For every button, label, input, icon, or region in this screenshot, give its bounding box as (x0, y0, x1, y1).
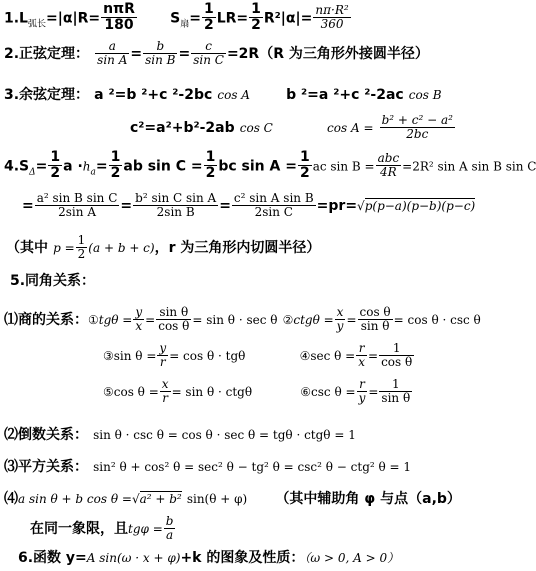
item-number: ⑤ (103, 385, 114, 400)
sqrt-symbol: √ (357, 199, 365, 214)
pr-expr: =pr= (316, 198, 358, 215)
formula-reciprocal-relation (4, 424, 356, 444)
numerator: c (191, 40, 226, 54)
denominator: r (162, 391, 169, 406)
formula-cosine-law-1 (4, 84, 442, 104)
fraction-half (76, 234, 88, 261)
denominator: cos θ (381, 355, 413, 370)
aux-left: a sin θ + b cos θ = (18, 492, 132, 506)
fraction-x-y (335, 306, 346, 333)
denominator: x (358, 355, 365, 370)
denominator: 2 (50, 165, 61, 182)
sec-label: sec θ = (310, 349, 356, 364)
denominator: y (336, 319, 344, 334)
numerator: b (165, 514, 174, 528)
sector-subscript: 扇 (180, 19, 190, 30)
quotient-label: ⑴商的关系： (4, 312, 88, 329)
tg-tail: = sin θ · sec θ (192, 313, 278, 328)
reciprocal-label: ⑵倒数关系： (4, 427, 88, 443)
denominator: 2sin A (58, 205, 96, 220)
denominator: 2 (299, 165, 310, 182)
fraction-1-cos (379, 342, 414, 369)
numerator: a (95, 40, 129, 54)
area-part: bc sin A = (218, 158, 297, 175)
formula-square-relation (4, 456, 411, 476)
note-tail: ，r 为三角形内切圆半径） (154, 240, 321, 257)
sine-law-tail: =2R（R 为三角形外接圆半径） (226, 46, 429, 63)
formula-auxiliary-angle (4, 488, 461, 508)
fraction-cosA (380, 114, 455, 141)
sector-area-label: S (170, 10, 181, 27)
cosine-law-label: 3.余弦定理： (4, 87, 90, 103)
numerator: x (161, 377, 169, 391)
denominator: 2sin B (156, 205, 195, 220)
item-number: ③ (103, 349, 114, 364)
denominator: sin C (193, 53, 224, 68)
section-same-angle: 5.同角关系： (10, 273, 96, 289)
fraction-y-r (157, 342, 168, 369)
sin-label: sin θ = (113, 349, 157, 364)
item-number: ① (88, 313, 99, 328)
denominator: sin θ (360, 319, 390, 334)
formula-sine-law: 2.正弦定理： $\frac{a}{\text{sin A}}$ = $\frac{b}{\text{sin B}}$ = $\frac{c}{\text{sin C}}$ =2R（R 为三角形外接圆半径） (4, 39, 429, 68)
numerator: r (356, 342, 367, 356)
aux-note: （其中辅助角 φ 与点（a,b） (275, 491, 461, 507)
area-part: a · (63, 158, 83, 175)
reciprocal-formula: sin θ · csc θ = cos θ · sec θ = tgθ · ctgθ = 1 (93, 428, 356, 442)
function-tail: +k 的图象及性质： (180, 550, 305, 566)
fraction-sin-cos (156, 306, 191, 333)
arc-length-label: 1.L (4, 10, 28, 27)
item-number: ⑥ (300, 385, 312, 400)
tg-label: tgθ = (98, 313, 133, 328)
cosB: cos B (408, 88, 442, 102)
item-label: ⑷ (4, 491, 18, 507)
sine-law-label: 2.正弦定理： (4, 46, 90, 63)
numerator: 1 (251, 1, 261, 17)
denominator: 2 (110, 165, 121, 182)
equals: = (189, 10, 201, 27)
arc-length-expr: =|α|R= (46, 10, 101, 27)
arc-length-subscript: 弧长 (27, 19, 46, 30)
fraction-half (249, 2, 263, 34)
aux-sin: sin(θ + φ) (186, 492, 248, 506)
perimeter-sum: (a + b + c) (88, 241, 155, 256)
denominator: 2 (205, 165, 216, 182)
formula-sin-sec (103, 342, 415, 369)
numerator: sin θ (156, 306, 191, 320)
fraction-area-a (35, 192, 120, 219)
numerator: abc (377, 151, 400, 166)
square-label: ⑶平方关系： (4, 459, 88, 475)
numerator: 1 (50, 149, 61, 165)
fraction-abc-4R (376, 152, 402, 179)
denominator: 2 (203, 17, 214, 34)
formula-cos-csc (103, 378, 413, 405)
numerator: y (159, 341, 167, 355)
note-semiperimeter (6, 234, 320, 261)
aux-radicand: a² + b² (139, 492, 182, 506)
formula-quotient-relation (4, 306, 481, 333)
numerator: nπR (103, 1, 135, 17)
fraction-area-c (232, 192, 316, 219)
fraction-area-b (133, 192, 218, 219)
fraction-half (202, 2, 216, 34)
denominator: sin A (97, 53, 128, 68)
fraction-b-sinB (143, 40, 177, 67)
square-formula: sin² θ + cos² θ = sec² θ − tg² θ = csc² θ − ctg² θ = 1 (93, 460, 412, 474)
cos-label: cos θ = (113, 385, 159, 400)
heron-radicand: p(p−a)(p−b)(p−c) (364, 199, 476, 214)
numerator: 1 (379, 378, 412, 392)
sqrt-symbol: √ (131, 492, 140, 506)
numerator: cos θ (359, 305, 391, 319)
csc-label: csc θ = (311, 385, 356, 400)
numerator: r (357, 378, 368, 392)
numerator: b² sin C sin A (135, 191, 217, 205)
equals: = (35, 158, 48, 175)
denominator: 180 (104, 17, 134, 34)
numerator: 1 (299, 149, 310, 165)
numerator: 1 (379, 342, 414, 356)
fraction-npiR-180 (101, 2, 137, 34)
equals: = (145, 313, 156, 328)
denominator: a (166, 528, 174, 543)
formula-triangle-area-2: = $\frac{\text{a² sin B sin C}}{\text{2sin A}}$ = $\frac{\text{b² sin C sin A}}{\text{2sin B}}$ = $\frac{\text{c² sin A sin B}}{\text{2sin C}}$ =pr=√p(p−a)(p−b)(p−c) (22, 191, 476, 220)
function-label: 6.函数 y= (18, 550, 87, 566)
fraction-cos-sin (358, 306, 393, 333)
fraction-r-y (357, 378, 368, 405)
denominator: 2sin C (254, 205, 293, 220)
sector-expr-lr: LR= (216, 10, 249, 27)
fraction-r-x (356, 342, 367, 369)
area-part: =2R² sin A sin B sin C (402, 159, 536, 174)
ctg-label: ctgθ = (293, 313, 334, 328)
formula-triangle-area (4, 150, 536, 182)
quadrant-note: 在同一象限，且 (30, 521, 128, 538)
ctg-tail: = cos θ · csc θ (393, 313, 481, 328)
denominator: sin B (145, 53, 176, 68)
numerator: x (336, 305, 344, 319)
denominator: 4R (380, 165, 397, 180)
fraction-x-r (160, 378, 171, 405)
fraction-npiR2-360 (313, 4, 350, 31)
item-number: ④ (299, 349, 311, 364)
fraction-half (298, 150, 312, 182)
fraction-y-x (133, 306, 144, 333)
equals: = (368, 385, 379, 400)
formula-cosine-law-2 (130, 114, 456, 141)
numerator: a² sin B sin C (36, 191, 118, 205)
fraction-half (48, 150, 62, 182)
function-condition: （ω > 0, A > 0） (304, 551, 400, 565)
area-subscript: Δ (29, 167, 36, 178)
function-expr: A sin(ω · x + φ) (86, 551, 181, 565)
numerator: c² sin A sin B (233, 191, 314, 205)
denominator: y (358, 391, 366, 406)
area-part: ac sin B = (312, 159, 375, 174)
fraction-half (204, 150, 218, 182)
numerator: 1 (203, 1, 214, 17)
area-part: ab sin C = (123, 158, 203, 175)
denominator: 2bc (406, 127, 429, 142)
numerator: b (143, 40, 177, 54)
numerator: b² + c² − a² (381, 113, 453, 127)
fraction-half (109, 150, 123, 182)
fraction-a-sinA (95, 40, 129, 67)
numerator: 1 (110, 149, 121, 165)
fraction-c-sinC (191, 40, 226, 67)
tg-phi: tgφ = (128, 522, 163, 537)
note-open: （其中 (6, 240, 48, 257)
denominator: cos θ (158, 319, 190, 334)
cosine-law-c: c²=a²+b²-2ab (130, 120, 235, 137)
numerator: nπ·R² (315, 3, 349, 18)
cosC: cos C (239, 121, 273, 136)
fraction-b-a (164, 515, 176, 542)
equals: = (95, 158, 108, 175)
numerator: 1 (205, 149, 216, 165)
formula-arc-length-sector-area (4, 2, 352, 34)
height: h (82, 159, 91, 174)
denominator: x (135, 319, 143, 334)
equals: = (368, 349, 379, 364)
sector-expr-r2: R²|α|= (263, 10, 313, 27)
formula-auxiliary-angle-2 (30, 515, 176, 542)
item-number: ② (282, 313, 294, 328)
fraction-1-sin (379, 378, 412, 405)
denominator: 2 (77, 247, 86, 262)
cosine-law-a: a ²=b ²+c ²-2bc (94, 87, 213, 103)
numerator: 1 (77, 233, 86, 247)
denominator: sin θ (381, 391, 411, 406)
cos-tail: = sin θ · ctgθ (171, 385, 253, 400)
denominator: 360 (320, 17, 344, 32)
sin-tail: = cos θ · tgθ (169, 349, 246, 364)
denominator: r (159, 355, 166, 370)
section-function-graph (18, 547, 399, 567)
p-label: p = (53, 241, 75, 256)
area-label: 4.S (4, 158, 30, 175)
cosA-label: cos A = (327, 121, 374, 136)
height-subscript: a (90, 167, 96, 178)
cosine-law-b: b ²=a ²+c ²-2ac (286, 87, 404, 103)
equals: = (346, 313, 357, 328)
denominator: 2 (251, 17, 261, 34)
cosA: cos A (217, 88, 250, 102)
numerator: y (135, 305, 143, 319)
